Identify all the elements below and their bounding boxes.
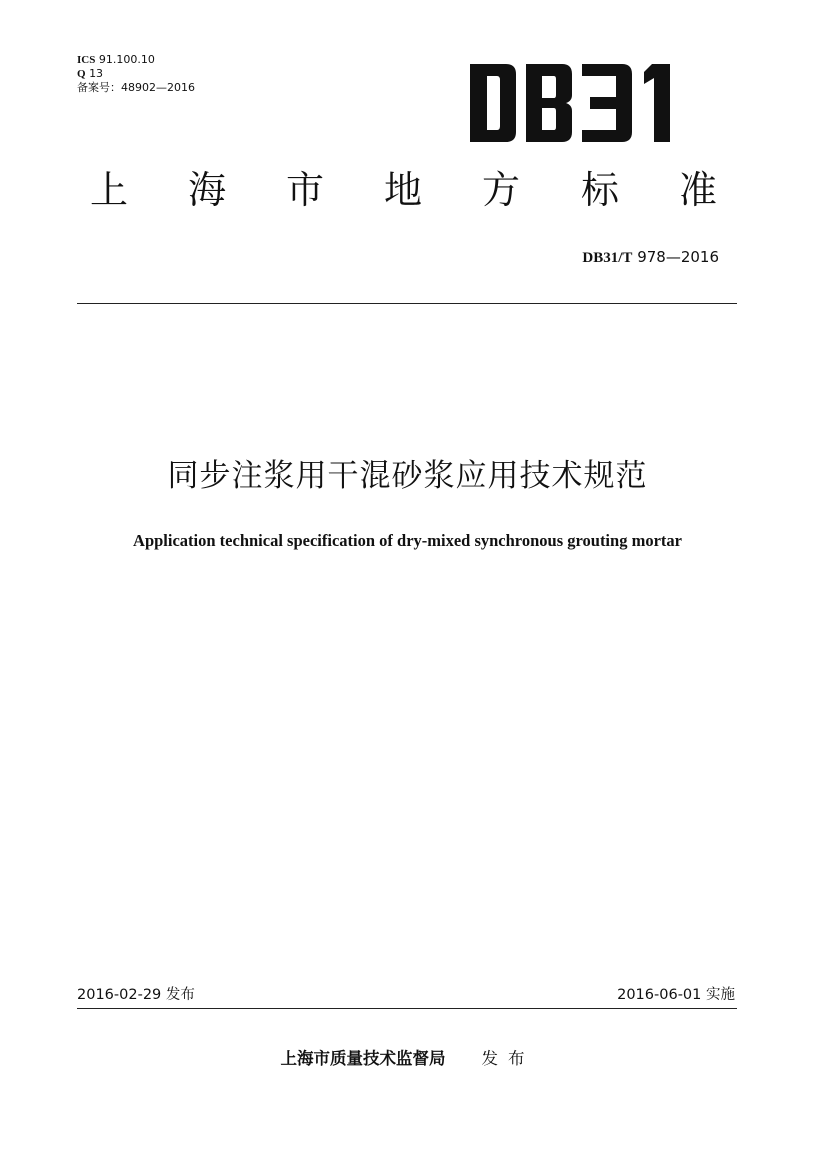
- header-divider: [77, 303, 737, 304]
- issuing-organization: 上海市质量技术监督局: [280, 1049, 446, 1068]
- document-title-english: Application technical specification of dry-mixed synchronous grouting mortar: [133, 531, 682, 550]
- standard-type-char: 市: [286, 168, 325, 212]
- standard-type-char: 上: [90, 168, 129, 212]
- standard-number-prefix: DB31/T: [582, 250, 633, 266]
- ics-label: ICS: [77, 54, 96, 66]
- standard-type-char: 方: [482, 168, 521, 212]
- footer-divider: [77, 1008, 737, 1009]
- implementation-date: 2016-06-01 实施: [617, 987, 735, 1003]
- standard-number-value: 978—2016: [637, 248, 719, 266]
- issue-action: 发布: [481, 1049, 535, 1068]
- q-code: [77, 67, 195, 81]
- ics-code: [77, 53, 195, 67]
- standard-number: [582, 248, 719, 267]
- document-title-chinese: 同步注浆用干混砂浆应用技术规范: [167, 458, 648, 494]
- standard-type-char: 标: [581, 168, 620, 212]
- standard-type-title: [78, 166, 740, 216]
- q-label: Q: [77, 68, 86, 80]
- db31-logo: [470, 64, 692, 142]
- metadata-block: [77, 53, 195, 95]
- standard-type-char: 地: [384, 168, 423, 212]
- standard-type-char: 准: [679, 168, 718, 212]
- issuing-authority: [0, 1049, 815, 1069]
- standard-type-char: 海: [188, 168, 227, 212]
- filing-number: 备案号：48902—2016: [77, 81, 195, 94]
- issue-date: 2016-02-29 发布: [77, 987, 195, 1003]
- ics-value: 91.100.10: [98, 53, 155, 66]
- q-value: 13: [89, 67, 104, 80]
